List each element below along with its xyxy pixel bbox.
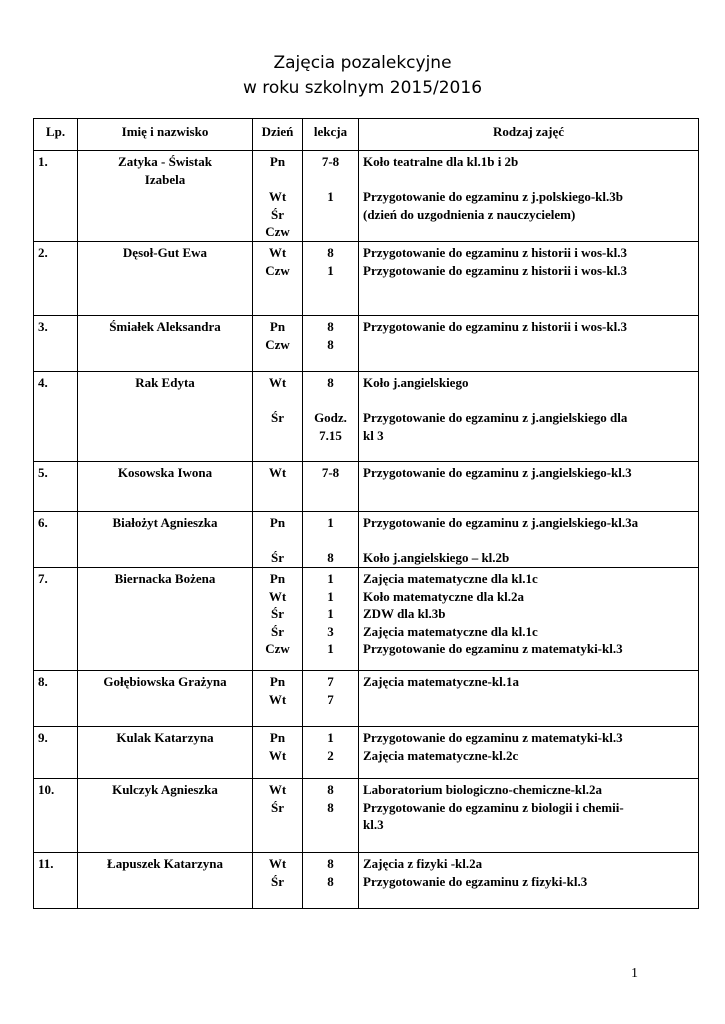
table-row: [34, 316, 699, 372]
activity-line: Przygotowanie do egzaminu z j.angielskiego-kl.3: [363, 465, 632, 480]
cell-day: [253, 462, 303, 512]
cell-teacher-name: [78, 727, 253, 779]
activity-line: Przygotowanie do egzaminu z j.angielskiego-kl.3a: [363, 515, 639, 530]
day-line: Śr: [271, 799, 284, 815]
activity-line: Przygotowanie do egzaminu z matematyki-kl.3: [363, 641, 623, 656]
row-number: 9.: [38, 730, 48, 745]
table-row: [34, 853, 699, 909]
cell-lesson: [303, 512, 359, 568]
row-number: 1.: [38, 154, 48, 169]
day-line: [256, 532, 299, 550]
lesson-line: 1: [327, 571, 334, 586]
cell-activity: [359, 242, 699, 316]
lesson-line: 7-8: [321, 154, 340, 169]
cell-activity: [359, 853, 699, 909]
cell-activity: [359, 568, 699, 671]
teacher-name-line: Kulczyk Agnieszka: [112, 782, 218, 797]
teacher-name-line: Kulak Katarzyna: [116, 730, 214, 745]
activity-line: Przygotowanie do egzaminu z j.angielskiego dla: [363, 410, 628, 425]
cell-lesson: [303, 151, 359, 242]
row-number: 8.: [38, 674, 48, 689]
cell-day: [253, 727, 303, 779]
activity-line: Zajęcia matematyczne dla kl.1c: [363, 623, 538, 639]
lesson-line: 7: [327, 691, 334, 707]
cell-day: [253, 671, 303, 727]
table-row: [34, 779, 699, 853]
teacher-name-line: Gołębiowska Grażyna: [103, 674, 227, 689]
cell-teacher-name: [78, 462, 253, 512]
day-line: Wt: [268, 588, 287, 604]
lesson-line: [306, 392, 355, 410]
activity-line: [363, 171, 695, 189]
cell-teacher-name: [78, 568, 253, 671]
cell-teacher-name: [78, 242, 253, 316]
table-row: [34, 671, 699, 727]
lesson-line: 1: [327, 515, 334, 530]
activity-line: (dzień do uzgodnienia z nauczycielem): [363, 206, 576, 222]
lesson-line: 3: [327, 623, 334, 639]
teacher-name-line: Śmiałek Aleksandra: [109, 319, 221, 334]
teacher-name-line: Izabela: [144, 171, 186, 187]
table-row: [34, 242, 699, 316]
activity-line: ZDW dla kl.3b: [363, 606, 446, 621]
lesson-line: 8: [327, 856, 334, 871]
cell-lesson: [303, 242, 359, 316]
cell-teacher-name: [78, 512, 253, 568]
lesson-line: Godz.: [314, 410, 347, 425]
activity-line: Przygotowanie do egzaminu z historii i wos-kl.3: [363, 319, 627, 334]
cell-teacher-name: [78, 151, 253, 242]
row-number: 11.: [38, 856, 54, 871]
cell-lp: [34, 512, 78, 568]
day-line: Pn: [269, 571, 286, 586]
cell-lp: [34, 727, 78, 779]
cell-lesson: [303, 727, 359, 779]
cell-lesson: [303, 671, 359, 727]
day-line: Śr: [271, 410, 284, 425]
cell-activity: [359, 151, 699, 242]
row-number: 6.: [38, 515, 48, 530]
lesson-line: 8: [327, 873, 334, 889]
teacher-name-line: Biernacka Bożena: [114, 571, 216, 586]
activity-line: [363, 392, 695, 410]
activity-line: Przygotowanie do egzaminu z biologii i chemii-: [363, 799, 624, 815]
cell-lesson: [303, 462, 359, 512]
activity-line: [363, 532, 695, 550]
activity-line: Koło j.angielskiego – kl.2b: [363, 550, 510, 565]
cell-day: [253, 316, 303, 372]
activity-line: Zajęcia matematyczne dla kl.1c: [363, 571, 538, 586]
activity-line: Przygotowanie do egzaminu z matematyki-kl.3: [363, 730, 623, 745]
cell-day: [253, 779, 303, 853]
cell-lp: [34, 242, 78, 316]
teacher-name-line: Białożyt Agnieszka: [112, 515, 218, 530]
activity-line: Koło teatralne dla kl.1b i 2b: [363, 154, 519, 169]
table-row: [34, 727, 699, 779]
activity-line: Przygotowanie do egzaminu z historii i wos-kl.3: [363, 245, 627, 260]
row-number: 5.: [38, 465, 48, 480]
cell-activity: [359, 316, 699, 372]
header-name: Imię i nazwisko: [78, 119, 253, 151]
page-subtitle: w roku szkolnym 2015/2016: [242, 78, 483, 98]
lesson-line: 8: [327, 319, 334, 334]
teacher-name-line: Dęsoł-Gut Ewa: [122, 245, 208, 260]
lesson-line: 1: [327, 588, 334, 604]
cell-activity: [359, 671, 699, 727]
header-lp: Lp.: [34, 119, 78, 151]
activities-table: [33, 118, 699, 909]
day-line: Czw: [265, 336, 290, 352]
cell-teacher-name: [78, 316, 253, 372]
day-line: Wt: [268, 782, 287, 797]
lesson-line: 7.15: [319, 427, 342, 443]
lesson-line: 8: [327, 336, 334, 352]
activity-line: Koło matematyczne dla kl.2a: [363, 588, 525, 604]
day-line: Pn: [269, 730, 286, 745]
lesson-line: 1: [327, 189, 334, 204]
activity-line: Zajęcia matematyczne-kl.1a: [363, 674, 519, 689]
lesson-line: 1: [327, 606, 334, 621]
day-line: Wt: [268, 375, 287, 390]
cell-day: [253, 151, 303, 242]
day-line: Wt: [268, 465, 287, 480]
day-line: Pn: [269, 319, 286, 334]
cell-day: [253, 372, 303, 462]
activity-line: Zajęcia matematyczne-kl.2c: [363, 747, 519, 763]
cell-lesson: [303, 372, 359, 462]
table-row: [34, 151, 699, 242]
cell-activity: [359, 372, 699, 462]
day-line: Czw: [265, 224, 290, 239]
cell-day: [253, 512, 303, 568]
cell-lesson: [303, 568, 359, 671]
row-number: 10.: [38, 782, 55, 797]
day-line: Wt: [268, 691, 287, 707]
day-line: Wt: [268, 747, 287, 763]
day-line: Wt: [268, 245, 287, 260]
table-row: [34, 462, 699, 512]
cell-activity: [359, 462, 699, 512]
day-line: Śr: [271, 606, 284, 621]
day-line: Pn: [269, 154, 286, 169]
cell-day: [253, 853, 303, 909]
lesson-line: 1: [327, 641, 334, 656]
header-lesson: lekcja: [303, 119, 359, 151]
cell-lp: [34, 372, 78, 462]
activity-line: kl.3: [363, 817, 384, 832]
activity-line: Koło j.angielskiego: [363, 375, 469, 390]
cell-activity: [359, 512, 699, 568]
row-number: 3.: [38, 319, 48, 334]
cell-lp: [34, 151, 78, 242]
teacher-name-line: Rak Edyta: [135, 375, 195, 390]
lesson-line: 8: [327, 782, 334, 797]
header-activity: Rodzaj zajęć: [359, 119, 699, 151]
lesson-line: 8: [327, 375, 334, 390]
activity-line: Laboratorium biologiczno-chemiczne-kl.2a: [363, 782, 603, 797]
activity-line: kl 3: [363, 427, 384, 443]
cell-day: [253, 242, 303, 316]
cell-lp: [34, 568, 78, 671]
cell-teacher-name: [78, 853, 253, 909]
cell-activity: [359, 727, 699, 779]
teacher-name-line: Łapuszek Katarzyna: [107, 856, 223, 871]
lesson-line: [306, 171, 355, 189]
table-row: [34, 512, 699, 568]
day-line: Czw: [265, 641, 290, 656]
lesson-line: 7: [327, 674, 334, 689]
activity-line: Przygotowanie do egzaminu z historii i wos-kl.3: [363, 262, 627, 278]
day-line: [256, 392, 299, 410]
teacher-name-line: Zatyka - Świstak: [118, 154, 212, 169]
lesson-line: 7-8: [321, 465, 340, 480]
cell-activity: [359, 779, 699, 853]
activity-line: Przygotowanie do egzaminu z fizyki-kl.3: [363, 873, 588, 889]
lesson-line: 8: [327, 799, 334, 815]
day-line: Pn: [269, 515, 286, 530]
day-line: Pn: [269, 674, 286, 689]
table-row: [34, 372, 699, 462]
day-line: Wt: [268, 189, 287, 204]
cell-lp: [34, 853, 78, 909]
cell-teacher-name: [78, 671, 253, 727]
activity-line: Zajęcia z fizyki -kl.2a: [363, 856, 483, 871]
day-line: [256, 171, 299, 189]
page-number: 1: [631, 966, 638, 981]
teacher-name-line: Kosowska Iwona: [117, 465, 213, 480]
lesson-line: 1: [327, 262, 334, 278]
lesson-line: 8: [327, 550, 334, 565]
day-line: Czw: [265, 262, 290, 278]
cell-lp: [34, 462, 78, 512]
lesson-line: 8: [327, 245, 334, 260]
cell-lesson: [303, 779, 359, 853]
page-title: Zajęcia pozalekcyjne: [273, 53, 452, 73]
cell-teacher-name: [78, 779, 253, 853]
row-number: 4.: [38, 375, 48, 390]
cell-lp: [34, 779, 78, 853]
lesson-line: 2: [327, 747, 334, 763]
cell-lesson: [303, 316, 359, 372]
table-header-row: [34, 119, 699, 151]
activity-line: Przygotowanie do egzaminu z j.polskiego-kl.3b: [363, 189, 623, 204]
lesson-line: [306, 532, 355, 550]
cell-lp: [34, 316, 78, 372]
header-day: Dzień: [253, 119, 303, 151]
row-number: 2.: [38, 245, 48, 260]
day-line: Śr: [271, 206, 284, 222]
day-line: Śr: [271, 623, 284, 639]
day-line: Śr: [271, 550, 284, 565]
day-line: Śr: [271, 873, 284, 889]
cell-day: [253, 568, 303, 671]
row-number: 7.: [38, 571, 48, 586]
cell-lp: [34, 671, 78, 727]
cell-lesson: [303, 853, 359, 909]
lesson-line: 1: [327, 730, 334, 745]
day-line: Wt: [268, 856, 287, 871]
table-row: [34, 568, 699, 671]
cell-teacher-name: [78, 372, 253, 462]
